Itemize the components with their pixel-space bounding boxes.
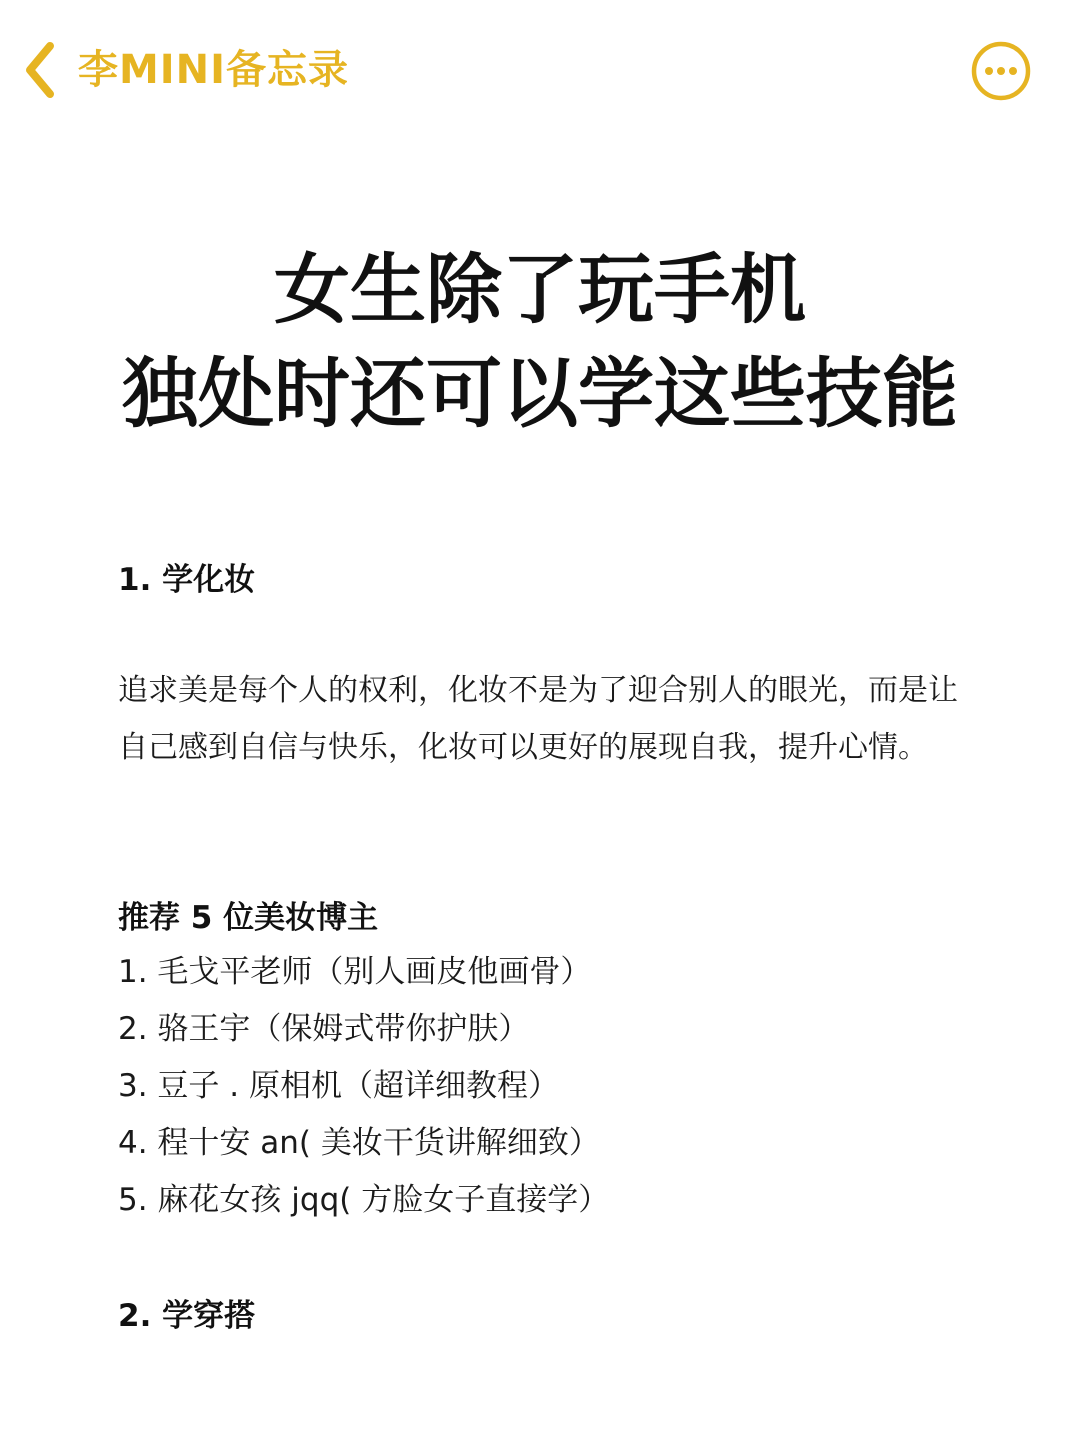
- list-item: 1. 毛戈平老师（别人画皮他画骨）: [118, 954, 592, 990]
- chevron-left-icon: [20, 38, 64, 102]
- page-title: [0, 238, 1080, 446]
- page-title-line-2: 独处时还可以学这些技能: [122, 349, 958, 438]
- page-title-line-1: 女生除了玩手机: [274, 245, 806, 334]
- blogger-list: [118, 944, 609, 1229]
- list-item: 5. 麻花女孩 jqq( 方脸女子直接学）: [118, 1182, 610, 1218]
- back-button[interactable]: [20, 38, 349, 102]
- navigation-bar: [0, 0, 1080, 140]
- section-paragraph: 追求美是每个人的权利，化妆不是为了迎合别人的眼光，而是让自己感到自信与快乐，化妆可以更好的展现自我，提升心情。: [118, 673, 958, 765]
- back-label: 李MINI备忘录: [78, 47, 350, 93]
- section-heading-outfit: 2. 学穿搭: [118, 1298, 256, 1334]
- section-heading-makeup: 1. 学化妆: [118, 562, 256, 598]
- list-title: 推荐 5 位美妆博主: [118, 900, 379, 936]
- list-item: 2. 骆王宇（保姆式带你护肤）: [118, 1011, 530, 1047]
- list-item: 3. 豆子 . 原相机（超详细教程）: [118, 1068, 559, 1104]
- list-item: 4. 程十安 an( 美妆干货讲解细致）: [118, 1125, 600, 1161]
- more-horizontal-icon[interactable]: [970, 40, 1032, 102]
